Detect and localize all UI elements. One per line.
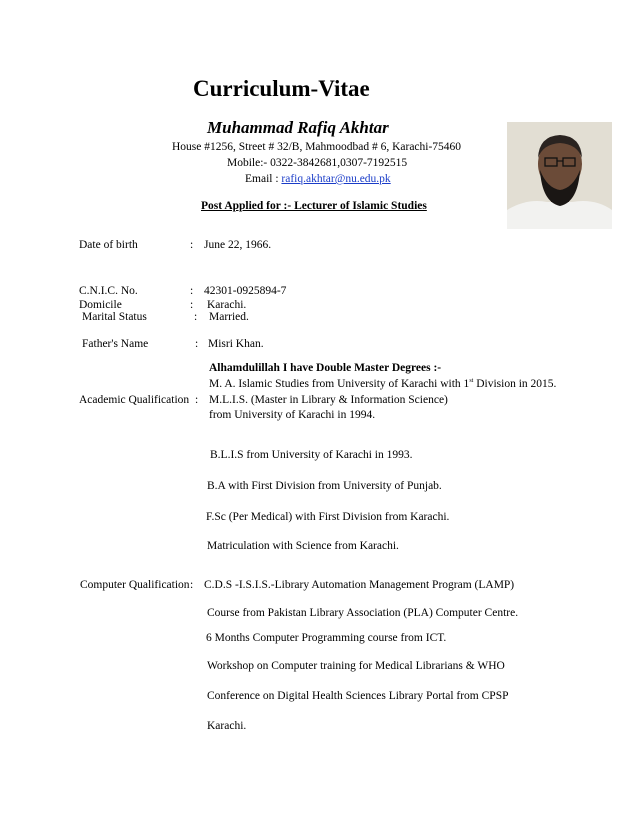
computer-karachi: Karachi. [207,720,247,732]
dob-label: Date of birth [79,239,138,251]
academic-degree-mlis-uni: from University of Karachi in 1994. [209,409,376,421]
address: House #1256, Street # 32/B, Mahmoodbad # 6, Karachi-75460 [172,141,462,153]
email-link[interactable]: rafiq.akhtar@nu.edu.pk [281,173,391,185]
profile-photo [507,122,612,229]
computer-pla: Course from Pakistan Library Association (PLA) Computer Centre. [207,607,519,619]
computer-colon: : [190,579,194,591]
computer-cpsp-conference: Conference on Digital Health Sciences Library Portal from CPSP [207,690,509,702]
email-label: Email : [245,173,282,185]
ma-text-b: Division in 2015. [473,378,557,390]
computer-label: Computer Qualification [80,579,190,591]
cnic-value: 42301-0925894-7 [204,285,287,297]
marital-status-colon: : [194,311,198,323]
dob-value: June 22, 1966. [204,239,272,251]
academic-item-matric: Matriculation with Science from Karachi. [207,540,399,552]
academic-intro: Alhamdulillah I have Double Master Degrees :- [209,362,442,374]
post-applied: Post Applied for :- Lecturer of Islamic Studies [201,200,427,212]
father-name-value: Misri Khan. [208,338,264,350]
marital-status-value: Married. [209,311,249,323]
academic-item-blis: B.L.I.S from University of Karachi in 1993. [210,449,413,461]
domicile-value: Karachi. [207,299,247,311]
academic-item-fsc: F.Sc (Per Medical) with First Division from Karachi. [206,511,450,523]
academic-item-ba: B.A with First Division from University of Punjab. [207,480,442,492]
applicant-name: Muhammad Rafiq Akhtar [207,118,389,137]
domicile-label: Domicile [79,299,122,311]
academic-colon: : [195,394,199,406]
email-line [245,173,391,185]
computer-ict: 6 Months Computer Programming course from ICT. [206,632,447,644]
father-name-label: Father's Name [82,338,149,350]
academic-degree-ma [209,378,556,390]
cv-title: Curriculum-Vitae [193,76,370,101]
marital-status-label: Marital Status [82,311,147,323]
ma-text-a: M. A. Islamic Studies from University of Karachi with 1 [209,378,470,390]
dob-colon: : [190,239,194,251]
ma-text-sup: st [469,378,474,385]
cnic-label: C.N.I.C. No. [79,285,138,297]
academic-label: Academic Qualification [79,394,190,406]
cnic-colon: : [190,285,194,297]
domicile-colon: : [190,299,194,311]
father-name-colon: : [195,338,199,350]
computer-who-workshop: Workshop on Computer training for Medical Librarians & WHO [207,660,505,672]
mobile-numbers: Mobile:- 0322-3842681,0307-7192515 [227,157,408,169]
academic-degree-mlis: M.L.I.S. (Master in Library & Information Science) [209,394,448,406]
computer-lamp: C.D.S -I.S.I.S.-Library Automation Management Program (LAMP) [204,579,515,591]
